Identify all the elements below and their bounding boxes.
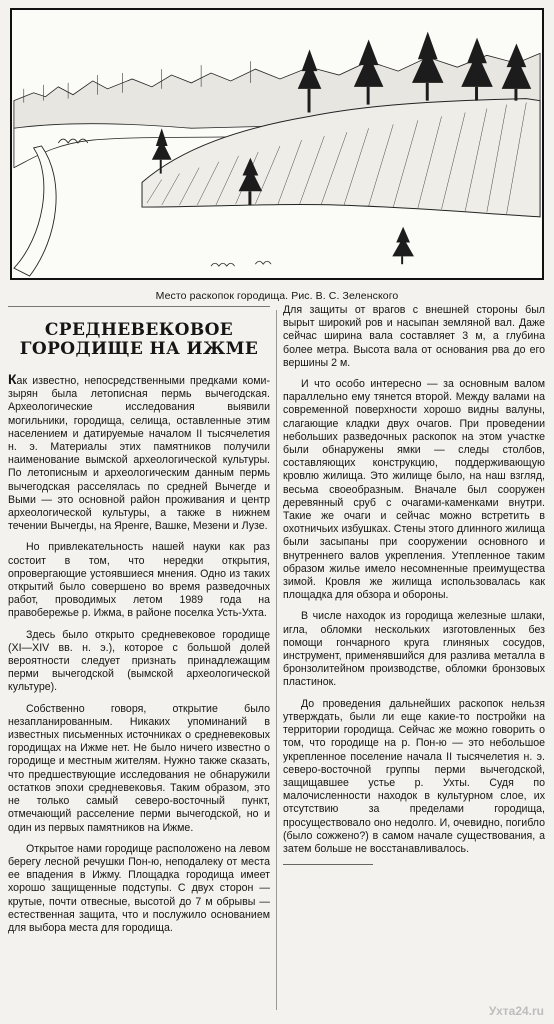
paragraph-4: Собственно говоря, открытие было незапланированным. Никаких упоминаний в известных письменных источниках о средневековых городищах на Ижме нет. Не было ничего известно о городище и местным жителям. Нужно также сказать, что предшествующие исследования не обнаружили остатков эпохи средневековья. Таким образом, это не только самый северо-восточный пункт, отмечающий расселение перми вычегодской, но и один из первых памятников на Ижме. xyxy=(8,702,270,834)
illustration-caption: Место раскопок городища. Рис. В. С. Зеленского xyxy=(155,290,399,302)
column-divider xyxy=(276,310,277,1010)
left-column xyxy=(8,306,270,943)
paragraph-5: Открытое нами городище расположено на левом берегу лесной речушки Пон-ю, неподалеку от места ее впадения в Ижму. Площадка городища имеет хорошо защищенные подступы. С двух сторон — крутые, почти отвесные, высотой до 7 м обрывы — естественная защита, что и послужило основанием для выбора места для городища. xyxy=(8,842,270,934)
paragraph-6: Для защиты от врагов с внешней стороны был вырыт широкий ров и насыпан земляной вал. Даже сейчас ширина вала составляет 3 м, а глубина более метра. Высота вала от основания рва до его вершины 2 м. xyxy=(283,304,545,369)
paragraph-1 xyxy=(8,373,270,533)
title-line-1: СРЕДНЕВЕКОВОЕ xyxy=(44,320,234,340)
article-title xyxy=(8,321,270,359)
title-line-2: ГОРОДИЩЕ НА ИЖМЕ xyxy=(19,339,259,359)
end-rule xyxy=(283,864,373,865)
paragraph-2: Но привлекательность нашей науки как раз состоит в том, что нередки открытия, опровергающие устоявшиеся мнения. Одно из таких открытий было совершено во время разведочных работ, проводимых летом 1989 года на правобережье р. Ижма, в районе поселка Усть-Ухта. xyxy=(8,541,270,620)
drop-cap: К xyxy=(8,371,17,387)
site-watermark: Ухта24.ru xyxy=(488,1004,544,1018)
paragraph-7: И что особо интересно — за основным валом параллельно ему тянется второй. Между валами на современной поверхности хорошо видны валуны, слагающие кладки двух очагов. При проведении небольших разведочных раскопок на этом участке были обнаружены ямки — следы столбов, составляющих конструкцию, поддерживающую кровлю жилища. Это жилище было, на наш взгляд, весьма своеобразным. Вначале был сооружен деревянный сруб с очагами-каменками внутри. Такие же очаги и сейчас можно встретить в охотничьих избушках. Стены этого длинного жилища были засыпаны при сооружении основного и внутреннего валов укрепления. Утепленное таким образом жилье имело несомненные преимущества зимой. Кровля же жилища использовалась как площадка для обзора и обороны. xyxy=(283,378,545,602)
right-column xyxy=(283,304,545,865)
landscape-drawing xyxy=(12,10,542,278)
excavation-site-illustration xyxy=(10,8,544,280)
paragraph-3: Здесь было открыто средневековое городище (XI—XIV вв. н. э.), которое с большой долей вероятности следует признать принадлежащим перми вычегодской (вымской археологической культуре). xyxy=(8,628,270,694)
paragraph-8: В числе находок из городища железные шлаки, игла, обломки нескольких изготовленных без помощи гончарного круга глиняных сосудов, инструмент, применявшийся для разлива металла в бронзолитейном производстве, обломки бронзовых пластинок. xyxy=(283,610,545,689)
paragraph-1-text: ак известно, непосредственными предками коми-зырян была летописная пермь вычегодская. Археологические исследования выявили могильники, городища, селища, оставленные этим населением и датируемые началом II тысячелетия н. э. Материалы этих памятников получили наименование вымской археологической культуры. По летописным и археологическим данным пермь вычегодская расселялась по средней Вычегде и Выми — это основной район проживания и центр археологической культуры, а также в нижнем течении Вычегды, на Яренге, Вашке, Мезени и Лузе. xyxy=(8,375,270,533)
paragraph-9: До проведения дальнейших раскопок нельзя утверждать, были ли еще какие-то постройки на территории городища. Сейчас же можно говорить о том, что городище на р. Пон-ю — это небольшое укрепленное поселение начала II тысячелетия н. э. северо-восточной группы перми вычегодской, защищавшее устье р. Ухты. Судя по малочисленности находок в культурном слое, их отсутствию за пределами городища, просуществовало оно недолго. И, очевидно, погибло (было сожжено?) в самом начале существования, а затем больше не восстанавливалось. xyxy=(283,697,545,855)
